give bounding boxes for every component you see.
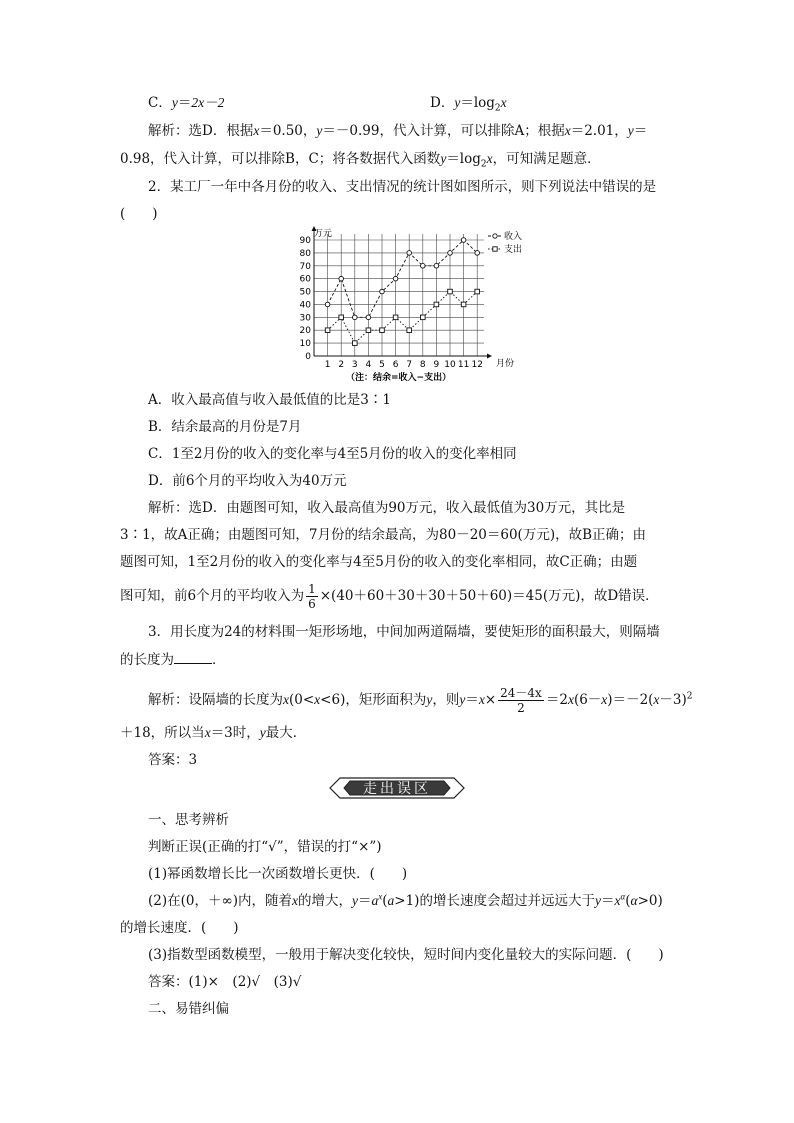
- y-tick-label: 90: [299, 236, 311, 246]
- chart-ylabel: 万元: [314, 229, 333, 239]
- x-axis-arrow: [487, 354, 492, 359]
- x-tick-label: 7: [406, 360, 413, 370]
- section-banner: [326, 776, 468, 800]
- q2-stem-line1: 2．某工厂一年中各月份的收入、支出情况的统计图如图所示，则下列说法中错误的是: [148, 179, 657, 195]
- q1-option-c: C．y＝2x－2: [148, 95, 225, 111]
- section1-item1: (1)幂函数增长比一次函数增长更快．( ): [148, 866, 408, 882]
- fraction-area: $\frac{24-4x}{2}$: [500, 686, 542, 715]
- income-point: [339, 276, 344, 281]
- income-point: [434, 263, 439, 268]
- y-tick-label: 10: [299, 339, 311, 350]
- x-tick-label: 6: [392, 360, 399, 370]
- banner-text: 走出误区: [363, 781, 431, 797]
- income-point: [366, 315, 371, 320]
- chart-y-ticks: [300, 236, 312, 362]
- x-tick-label: 5: [379, 360, 385, 370]
- y-tick-label: 70: [299, 261, 311, 272]
- q1-option-d: D．$y=\log_2x$: [430, 95, 507, 114]
- y-tick-label: 80: [299, 248, 311, 259]
- expense-point: [339, 315, 344, 320]
- section1-answer: 答案：(1)× (2)√ (3)√: [148, 974, 302, 990]
- expense-point: [393, 315, 398, 320]
- expense-point: [380, 328, 385, 333]
- section1-item2-line2: 的增长速度．( ): [120, 920, 239, 936]
- fraction-one-sixth: $\frac{1}{6}$: [308, 582, 316, 611]
- chart-grid: [314, 234, 484, 356]
- x-tick-label: 8: [419, 360, 426, 370]
- chart-xlabel: 月份: [496, 359, 515, 369]
- q3-stem-line2: 的长度为 ．: [120, 652, 226, 668]
- chart-x-ticks: [325, 360, 483, 370]
- section1-intro: 判断正误(正确的打“√”，错误的打“×”): [148, 839, 382, 855]
- income-point: [461, 238, 466, 243]
- section2-title: 二、易错纠偏: [148, 1001, 229, 1017]
- q2-solution-line2: 3∶1，故A正确；由题图可知，7月份的结余最高，为80－20＝60(万元)，故B正确；由: [120, 527, 647, 543]
- x-tick-label: 9: [433, 360, 440, 370]
- y-tick-label: 50: [299, 287, 311, 298]
- q1-solution-line2: 0.98，代入计算，可以排除B，C；将各数据代入函数$y=\log_2x$，可知满足题意．: [120, 151, 601, 170]
- legend-label: 收入: [504, 232, 523, 242]
- income-point: [325, 302, 330, 307]
- x-tick-label: 12: [471, 360, 483, 370]
- y-tick-label: 40: [299, 300, 311, 311]
- q3-solution-line1: 解析：设隔墙的长度为x(0<x<6)，矩形面积为y，则y＝x× $\frac{24-4x}{2}$ $=2x(6-x)=-2(x-3)^2$: [148, 686, 693, 715]
- q2-option-c: C．1至2月份的收入的变化率与4至5月份的收入的变化率相同: [148, 446, 517, 462]
- x-tick-label: 11: [457, 360, 470, 370]
- expense-point: [421, 315, 426, 320]
- expense-point: [353, 341, 358, 346]
- income-point: [380, 289, 385, 294]
- q2-option-a: A．收入最高值与收入最低值的比是3∶1: [148, 392, 391, 408]
- x-tick-label: 1: [324, 360, 331, 370]
- expense-point: [448, 289, 453, 294]
- income-point: [353, 315, 358, 320]
- x-tick-label: 3: [351, 360, 358, 370]
- legend-marker-income: [493, 234, 497, 238]
- chart-axes: [312, 226, 493, 359]
- q2-solution-line1: 解析：选D．由题图可知，收入最高值为90万元，收入最低值为30万元，其比是: [148, 500, 626, 516]
- income-point: [475, 251, 480, 256]
- legend-marker-expense: [493, 247, 497, 251]
- x-tick-label: 4: [365, 360, 372, 370]
- income-expense-chart: [290, 224, 530, 384]
- q2-option-b: B．结余最高的月份是7月: [148, 419, 302, 435]
- chart-legend: [488, 230, 522, 255]
- x-tick-label: 10: [444, 360, 456, 370]
- section1-item3: (3)指数型函数模型，一般用于解决变化较快，短时间内变化量较大的实际问题．( ): [148, 947, 664, 963]
- answer-blank: [174, 651, 212, 664]
- y-tick-label: 20: [299, 326, 311, 337]
- section1-item2: (2)在(0，＋∞)内，随着x的增大，$y=a^x(a>1)$的增长速度会超过并远远大于$y=x^\alpha(\alpha>0)$: [148, 891, 663, 909]
- x-tick-label: 2: [338, 360, 345, 370]
- y-tick-label: 30: [299, 313, 311, 324]
- y-tick-label: 60: [299, 274, 311, 285]
- legend-label: 支出: [504, 245, 523, 255]
- q2-solution-line4: 图可知，前6个月的平均收入为 $\frac{1}{6}$ ×(40＋60＋30＋30＋50＋60)＝45(万元)，故D错误．: [120, 582, 659, 611]
- q3-solution-line2: ＋18，所以当x＝3时，y最大．: [120, 725, 307, 741]
- income-point: [407, 251, 412, 256]
- q1-solution-line1: 解析：选D．根据x＝0.50，y＝－0.99，代入计算，可以排除A；根据x＝2.01，y＝: [148, 123, 648, 139]
- expense-point: [325, 328, 330, 333]
- q3-stem-line1: 3．用长度为24的材料围一矩形场地，中间加两道隔墙，要使矩形的面积最大，则隔墙: [148, 624, 660, 640]
- q2-stem-line2: ( ): [120, 206, 158, 222]
- expense-point: [366, 328, 371, 333]
- expense-point: [434, 302, 439, 307]
- income-point: [393, 276, 398, 281]
- expense-point: [475, 289, 480, 294]
- section1-title: 一、思考辨析: [148, 812, 229, 828]
- q3-answer: 答案：3: [148, 752, 198, 768]
- income-point: [421, 263, 426, 268]
- y-tick-label: 0: [305, 352, 311, 362]
- expense-point: [407, 328, 412, 333]
- expense-point: [461, 302, 466, 307]
- q2-solution-line3: 题图可知，1至2月份的收入的变化率与4至5月份的收入的变化率相同，故C正确；由题: [120, 554, 638, 570]
- chart-note: （注：结余=收入−支出）: [346, 373, 452, 383]
- q2-option-d: D．前6个月的平均收入为40万元: [148, 473, 347, 489]
- income-point: [448, 251, 453, 256]
